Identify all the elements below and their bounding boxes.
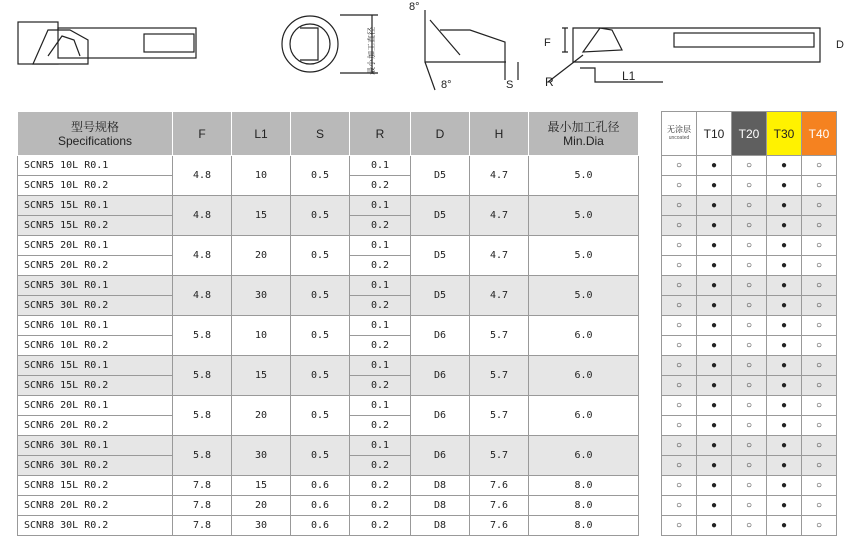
grade-mark: ● (697, 256, 732, 276)
grade-mark: ● (767, 196, 802, 216)
grade-row (662, 356, 837, 376)
grade-mark: ● (767, 356, 802, 376)
header-d: D (411, 112, 470, 156)
grade-row (662, 296, 837, 316)
grade-mark: ● (767, 336, 802, 356)
length-view-drawing (544, 28, 844, 89)
grade-mark: ● (697, 276, 732, 296)
s-cell: 0.5 (291, 396, 350, 436)
grade-mark: ○ (802, 416, 837, 436)
d-cell: D6 (411, 356, 470, 396)
min-cell: 8.0 (529, 496, 639, 516)
grade-mark: ● (767, 236, 802, 256)
header-f: F (173, 112, 232, 156)
grade-mark: ● (767, 176, 802, 196)
table-row (18, 436, 639, 456)
grade-row (662, 196, 837, 216)
grade-row (662, 516, 837, 536)
grade-mark: ○ (662, 196, 697, 216)
d-cell: D5 (411, 236, 470, 276)
grade-mark: ○ (802, 216, 837, 236)
model-cell: SCNR6 30L R0.2 (18, 456, 173, 476)
header-min-en: Min.Dia (563, 133, 604, 148)
grade-row (662, 496, 837, 516)
grade-mark: ● (767, 156, 802, 176)
h-cell: 4.7 (470, 236, 529, 276)
s-cell: 0.5 (291, 436, 350, 476)
h-cell: 5.7 (470, 316, 529, 356)
grade-mark: ○ (802, 456, 837, 476)
l1-cell: 30 (232, 436, 291, 476)
grade-row (662, 156, 837, 176)
grade-row (662, 396, 837, 416)
grade-mark: ○ (732, 256, 767, 276)
grade-row (662, 376, 837, 396)
l1-cell: 15 (232, 356, 291, 396)
grade-mark: ● (697, 376, 732, 396)
model-cell: SCNR8 15L R0.2 (18, 476, 173, 496)
grade-mark: ○ (662, 456, 697, 476)
grade-header-t30: T30 (767, 112, 802, 156)
model-cell: SCNR5 15L R0.2 (18, 216, 173, 236)
table-row (18, 516, 639, 536)
grade-table-body (662, 156, 837, 536)
model-cell: SCNR6 10L R0.2 (18, 336, 173, 356)
f-cell: 5.8 (173, 396, 232, 436)
r-cell: 0.1 (350, 236, 411, 256)
d-cell: D8 (411, 496, 470, 516)
s-cell: 0.6 (291, 496, 350, 516)
side-view-drawing (18, 22, 196, 64)
table-row (18, 276, 639, 296)
grade-mark: ○ (802, 276, 837, 296)
model-cell: SCNR6 20L R0.1 (18, 396, 173, 416)
grade-mark: ○ (802, 236, 837, 256)
min-dia-cell: 6.0 (529, 396, 639, 436)
grade-mark: ● (767, 516, 802, 536)
grade-mark: ○ (802, 436, 837, 456)
min-dia-cell: 5.0 (529, 196, 639, 236)
s-cell: 0.5 (291, 356, 350, 396)
grade-header-uncoated (662, 112, 697, 156)
s-cell: 0.6 (291, 476, 350, 496)
grade-mark: ● (767, 476, 802, 496)
grade-mark: ○ (802, 156, 837, 176)
model-cell: SCNR5 20L R0.1 (18, 236, 173, 256)
grade-mark: ● (697, 336, 732, 356)
header-l1: L1 (232, 112, 291, 156)
f-cell: 4.8 (173, 276, 232, 316)
r-cell: 0.1 (350, 276, 411, 296)
grade-mark: ○ (732, 496, 767, 516)
r-cell: 0.2 (350, 496, 411, 516)
grade-mark: ○ (732, 516, 767, 536)
header-min-dia (529, 112, 639, 156)
min-dia-cell: 5.0 (529, 276, 639, 316)
grade-mark: ○ (802, 296, 837, 316)
grade-mark: ● (697, 296, 732, 316)
r-cell: 0.2 (350, 216, 411, 236)
model-cell: SCNR5 20L R0.2 (18, 256, 173, 276)
r-cell: 0.1 (350, 396, 411, 416)
f-cell: 5.8 (173, 316, 232, 356)
grade-mark: ○ (732, 376, 767, 396)
r-cell: 0.2 (350, 456, 411, 476)
s-cell: 0.5 (291, 316, 350, 356)
s-cell: 0.5 (291, 196, 350, 236)
table-row (18, 236, 639, 256)
header-min-cn: 最小加工孔径 (547, 119, 620, 134)
grade-row (662, 256, 837, 276)
grade-mark: ● (697, 516, 732, 536)
l1-cell: 10 (232, 156, 291, 196)
grade-mark: ○ (732, 156, 767, 176)
l1-cell: 20 (232, 396, 291, 436)
header-r: R (350, 112, 411, 156)
grade-mark: ○ (662, 236, 697, 256)
f-cell: 4.8 (173, 196, 232, 236)
grade-mark: ○ (662, 256, 697, 276)
grade-header-row (662, 112, 837, 156)
f-dimension-label: F (544, 37, 551, 49)
grade-row (662, 456, 837, 476)
grade-row (662, 316, 837, 336)
h-cell: 5.7 (470, 356, 529, 396)
d-cell: D6 (411, 436, 470, 476)
grade-mark: ○ (732, 436, 767, 456)
grade-mark: ○ (662, 176, 697, 196)
grade-table (661, 111, 837, 536)
grade-mark: ○ (662, 336, 697, 356)
grade-mark: ○ (802, 316, 837, 336)
r-cell: 0.1 (350, 356, 411, 376)
grade-mark: ○ (662, 356, 697, 376)
grade-mark: ● (697, 416, 732, 436)
grade-mark: ● (767, 496, 802, 516)
grade-mark: ○ (732, 276, 767, 296)
model-cell: SCNR5 10L R0.1 (18, 156, 173, 176)
r-cell: 0.1 (350, 436, 411, 456)
grade-mark: ○ (802, 396, 837, 416)
grade-header-t20: T20 (732, 112, 767, 156)
d-cell: D8 (411, 476, 470, 496)
tip-detail-drawing (409, 1, 518, 91)
d-cell: D5 (411, 196, 470, 236)
grade-mark: ○ (802, 196, 837, 216)
grade-mark: ● (697, 196, 732, 216)
s-cell: 0.5 (291, 236, 350, 276)
specification-table (17, 111, 639, 536)
grade-mark: ○ (732, 316, 767, 336)
f-cell: 5.8 (173, 436, 232, 476)
header-h: H (470, 112, 529, 156)
grade-mark: ● (767, 416, 802, 436)
grade-mark: ○ (662, 156, 697, 176)
table-row (18, 316, 639, 336)
model-cell: SCNR6 30L R0.1 (18, 436, 173, 456)
grade-header-t40: T40 (802, 112, 837, 156)
r-cell: 0.2 (350, 376, 411, 396)
s-cell: 0.6 (291, 516, 350, 536)
spec-table-body (18, 156, 639, 536)
grade-row (662, 416, 837, 436)
h-cell: 4.7 (470, 276, 529, 316)
grade-mark: ○ (732, 476, 767, 496)
f-cell: 4.8 (173, 236, 232, 276)
grade-mark: ● (697, 356, 732, 376)
grade-mark: ○ (662, 476, 697, 496)
grade-mark: ● (767, 276, 802, 296)
model-cell: SCNR8 30L R0.2 (18, 516, 173, 536)
l1-cell: 20 (232, 236, 291, 276)
grade-mark: ○ (662, 216, 697, 236)
d-cell: D5 (411, 276, 470, 316)
grade-mark: ○ (732, 296, 767, 316)
grade-mark: ● (767, 216, 802, 236)
d-dimension-label: D (836, 39, 844, 51)
grade-mark: ● (767, 396, 802, 416)
min-cell: 8.0 (529, 476, 639, 496)
d-cell: D5 (411, 156, 470, 196)
model-cell: SCNR8 20L R0.2 (18, 496, 173, 516)
h-cell: 7.6 (470, 516, 529, 536)
h-cell: 5.7 (470, 396, 529, 436)
h-cell: 7.6 (470, 496, 529, 516)
min-dia-cell: 5.0 (529, 156, 639, 196)
f-cell: 7.8 (173, 516, 232, 536)
h-cell: 7.6 (470, 476, 529, 496)
model-cell: SCNR5 10L R0.2 (18, 176, 173, 196)
d-cell: D8 (411, 516, 470, 536)
d-cell: D6 (411, 396, 470, 436)
grade-mark: ○ (802, 516, 837, 536)
r-cell: 0.2 (350, 336, 411, 356)
s-dimension-label: S (506, 79, 514, 91)
grade-mark: ● (697, 316, 732, 336)
grade-mark: ● (767, 456, 802, 476)
min-dia-cell: 6.0 (529, 356, 639, 396)
grade-header-t10: T10 (697, 112, 732, 156)
grade-row (662, 236, 837, 256)
h-cell: 5.7 (470, 436, 529, 476)
grade-mark: ● (697, 156, 732, 176)
l1-cell: 15 (232, 476, 291, 496)
end-view-drawing (282, 15, 378, 75)
model-cell: SCNR6 20L R0.2 (18, 416, 173, 436)
l1-cell: 15 (232, 196, 291, 236)
grade-mark: ○ (802, 376, 837, 396)
grade-mark: ○ (732, 396, 767, 416)
table-row (18, 396, 639, 416)
grade-mark: ● (697, 216, 732, 236)
l1-cell: 20 (232, 496, 291, 516)
grade-mark: ○ (802, 356, 837, 376)
l1-cell: 30 (232, 276, 291, 316)
grade-mark: ● (697, 456, 732, 476)
grade-mark: ○ (802, 336, 837, 356)
s-cell: 0.5 (291, 276, 350, 316)
model-cell: SCNR5 30L R0.2 (18, 296, 173, 316)
model-cell: SCNR6 15L R0.1 (18, 356, 173, 376)
model-cell: SCNR5 15L R0.1 (18, 196, 173, 216)
grade-mark: ○ (732, 456, 767, 476)
grade-mark: ● (697, 436, 732, 456)
l1-dimension-label: L1 (622, 69, 636, 83)
h-cell: 4.7 (470, 196, 529, 236)
grade-mark: ○ (732, 196, 767, 216)
r-cell: 0.2 (350, 176, 411, 196)
min-cell: 8.0 (529, 516, 639, 536)
grade-mark: ○ (732, 236, 767, 256)
header-model-cn: 型号规格 (70, 119, 119, 134)
grade-mark: ● (697, 176, 732, 196)
r-cell: 0.2 (350, 516, 411, 536)
grade-mark: ● (767, 436, 802, 456)
uncoated-en-label: uncoated (668, 135, 690, 141)
r-cell: 0.1 (350, 196, 411, 216)
grade-mark: ○ (662, 436, 697, 456)
grade-mark: ○ (662, 516, 697, 536)
r-dimension-label: R (545, 75, 554, 89)
l1-cell: 30 (232, 516, 291, 536)
d-cell: D6 (411, 316, 470, 356)
r-cell: 0.2 (350, 416, 411, 436)
table-row (18, 196, 639, 216)
model-cell: SCNR5 30L R0.1 (18, 276, 173, 296)
header-model (18, 112, 173, 156)
grade-row (662, 476, 837, 496)
grade-row (662, 336, 837, 356)
grade-mark: ○ (802, 476, 837, 496)
min-dia-cell: 6.0 (529, 436, 639, 476)
table-row (18, 356, 639, 376)
bottom-angle-label: 8° (441, 79, 452, 91)
grade-row (662, 436, 837, 456)
r-cell: 0.1 (350, 156, 411, 176)
grade-mark: ○ (732, 176, 767, 196)
grade-mark: ○ (802, 176, 837, 196)
top-angle-label: 8° (409, 1, 420, 13)
grade-mark: ○ (662, 276, 697, 296)
min-dia-cell: 6.0 (529, 316, 639, 356)
r-cell: 0.1 (350, 316, 411, 336)
f-cell: 7.8 (173, 476, 232, 496)
table-row (18, 156, 639, 176)
spec-header-row (18, 112, 639, 156)
f-cell: 7.8 (173, 496, 232, 516)
grade-mark: ○ (802, 256, 837, 276)
f-cell: 5.8 (173, 356, 232, 396)
l1-cell: 10 (232, 316, 291, 356)
grade-mark: ○ (662, 296, 697, 316)
tool-drawings (0, 0, 857, 100)
grade-row (662, 216, 837, 236)
s-cell: 0.5 (291, 156, 350, 196)
model-cell: SCNR6 15L R0.2 (18, 376, 173, 396)
grade-mark: ● (697, 496, 732, 516)
grade-mark: ○ (802, 496, 837, 516)
grade-mark: ○ (732, 416, 767, 436)
grade-mark: ● (697, 476, 732, 496)
table-row (18, 476, 639, 496)
table-row (18, 496, 639, 516)
grade-mark: ○ (732, 336, 767, 356)
grade-mark: ○ (732, 216, 767, 236)
grade-mark: ○ (662, 416, 697, 436)
h-cell: 4.7 (470, 156, 529, 196)
r-cell: 0.2 (350, 256, 411, 276)
grade-mark: ● (767, 316, 802, 336)
uncoated-cn-label: 无涂层 (667, 125, 691, 134)
grade-mark: ● (767, 256, 802, 276)
grade-mark: ● (767, 376, 802, 396)
grade-mark: ○ (662, 316, 697, 336)
grade-mark: ● (767, 296, 802, 316)
model-cell: SCNR6 10L R0.1 (18, 316, 173, 336)
grade-mark: ○ (662, 396, 697, 416)
grade-mark: ○ (662, 496, 697, 516)
min-dia-side-label: 最小加工直径 (367, 27, 376, 75)
grade-mark: ● (697, 236, 732, 256)
header-s: S (291, 112, 350, 156)
grade-mark: ○ (732, 356, 767, 376)
min-dia-cell: 5.0 (529, 236, 639, 276)
grade-mark: ○ (662, 376, 697, 396)
r-cell: 0.2 (350, 296, 411, 316)
r-cell: 0.2 (350, 476, 411, 496)
grade-mark: ● (697, 396, 732, 416)
grade-row (662, 276, 837, 296)
f-cell: 4.8 (173, 156, 232, 196)
header-model-en: Specifications (57, 133, 133, 148)
grade-row (662, 176, 837, 196)
